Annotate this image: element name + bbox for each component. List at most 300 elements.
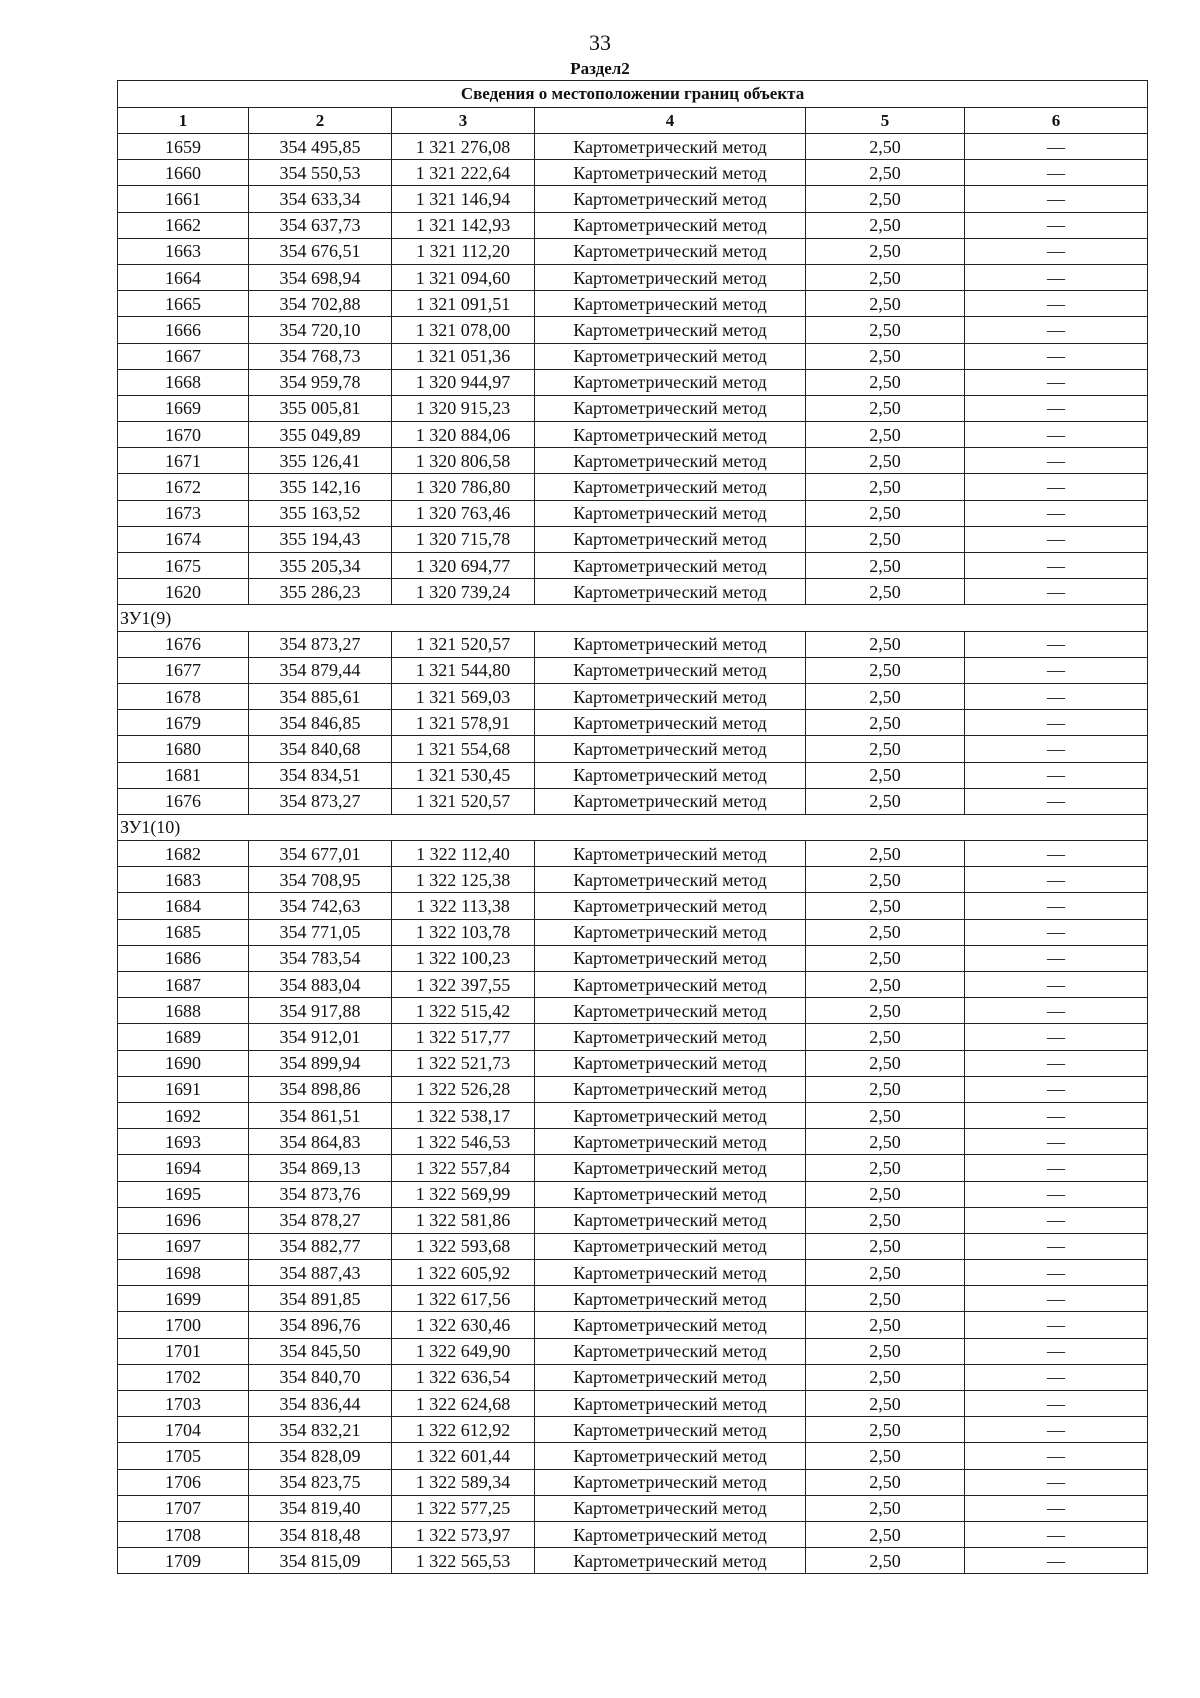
cell-point-number: 1697 bbox=[118, 1233, 249, 1259]
cell-accuracy: 2,50 bbox=[806, 972, 965, 998]
cell-coord-x: 354 896,76 bbox=[249, 1312, 392, 1338]
cell-coord-y: 1 320 944,97 bbox=[392, 369, 535, 395]
cell-method: Картометрический метод bbox=[535, 395, 806, 421]
table-row bbox=[118, 395, 1148, 421]
cell-method: Картометрический метод bbox=[535, 1495, 806, 1521]
table-row bbox=[118, 448, 1148, 474]
cell-method: Картометрический метод bbox=[535, 1286, 806, 1312]
cell-coord-y: 1 322 649,90 bbox=[392, 1338, 535, 1364]
cell-coord-x: 355 163,52 bbox=[249, 500, 392, 526]
cell-description: — bbox=[965, 788, 1148, 814]
cell-coord-x: 354 708,95 bbox=[249, 867, 392, 893]
cell-coord-y: 1 321 544,80 bbox=[392, 657, 535, 683]
cell-point-number: 1680 bbox=[118, 736, 249, 762]
cell-accuracy: 2,50 bbox=[806, 369, 965, 395]
cell-coord-x: 354 832,21 bbox=[249, 1417, 392, 1443]
cell-coord-y: 1 321 051,36 bbox=[392, 343, 535, 369]
cell-coord-y: 1 322 521,73 bbox=[392, 1050, 535, 1076]
table-row bbox=[118, 186, 1148, 212]
cell-point-number: 1663 bbox=[118, 238, 249, 264]
cell-method: Картометрический метод bbox=[535, 1102, 806, 1128]
cell-point-number: 1706 bbox=[118, 1469, 249, 1495]
cell-description: — bbox=[965, 683, 1148, 709]
table-row bbox=[118, 1155, 1148, 1181]
table-row bbox=[118, 238, 1148, 264]
cell-accuracy: 2,50 bbox=[806, 212, 965, 238]
table-row bbox=[118, 1233, 1148, 1259]
cell-method: Картометрический метод bbox=[535, 1391, 806, 1417]
table-row bbox=[118, 526, 1148, 552]
table-row bbox=[118, 1443, 1148, 1469]
cell-coord-x: 354 834,51 bbox=[249, 762, 392, 788]
cell-coord-y: 1 321 569,03 bbox=[392, 683, 535, 709]
cell-description: — bbox=[965, 1391, 1148, 1417]
cell-coord-x: 354 720,10 bbox=[249, 317, 392, 343]
cell-accuracy: 2,50 bbox=[806, 736, 965, 762]
cell-coord-y: 1 321 222,64 bbox=[392, 160, 535, 186]
cell-description: — bbox=[965, 1024, 1148, 1050]
table-row bbox=[118, 683, 1148, 709]
cell-point-number: 1709 bbox=[118, 1548, 249, 1574]
cell-method: Картометрический метод bbox=[535, 893, 806, 919]
cell-method: Картометрический метод bbox=[535, 1312, 806, 1338]
cell-coord-x: 355 005,81 bbox=[249, 395, 392, 421]
cell-coord-x: 354 783,54 bbox=[249, 945, 392, 971]
table-row bbox=[118, 343, 1148, 369]
cell-accuracy: 2,50 bbox=[806, 422, 965, 448]
cell-accuracy: 2,50 bbox=[806, 186, 965, 212]
table-row bbox=[118, 1102, 1148, 1128]
cell-method: Картометрический метод bbox=[535, 657, 806, 683]
cell-point-number: 1698 bbox=[118, 1260, 249, 1286]
cell-coord-y: 1 320 806,58 bbox=[392, 448, 535, 474]
cell-point-number: 1662 bbox=[118, 212, 249, 238]
cell-coord-y: 1 322 581,86 bbox=[392, 1207, 535, 1233]
cell-accuracy: 2,50 bbox=[806, 1233, 965, 1259]
cell-accuracy: 2,50 bbox=[806, 1155, 965, 1181]
cell-coord-y: 1 322 100,23 bbox=[392, 945, 535, 971]
cell-coord-x: 354 771,05 bbox=[249, 919, 392, 945]
cell-accuracy: 2,50 bbox=[806, 1050, 965, 1076]
cell-method: Картометрический метод bbox=[535, 1076, 806, 1102]
cell-coord-y: 1 321 520,57 bbox=[392, 788, 535, 814]
column-header-1: 1 bbox=[118, 108, 249, 134]
group-row bbox=[118, 814, 1148, 840]
cell-point-number: 1670 bbox=[118, 422, 249, 448]
table-row bbox=[118, 160, 1148, 186]
cell-accuracy: 2,50 bbox=[806, 526, 965, 552]
table-row bbox=[118, 1260, 1148, 1286]
cell-coord-y: 1 322 577,25 bbox=[392, 1495, 535, 1521]
cell-coord-y: 1 322 636,54 bbox=[392, 1364, 535, 1390]
cell-accuracy: 2,50 bbox=[806, 1024, 965, 1050]
cell-point-number: 1678 bbox=[118, 683, 249, 709]
cell-coord-y: 1 321 112,20 bbox=[392, 238, 535, 264]
table-row bbox=[118, 893, 1148, 919]
cell-method: Картометрический метод bbox=[535, 553, 806, 579]
cell-accuracy: 2,50 bbox=[806, 841, 965, 867]
cell-description: — bbox=[965, 710, 1148, 736]
cell-point-number: 1685 bbox=[118, 919, 249, 945]
cell-accuracy: 2,50 bbox=[806, 579, 965, 605]
table-row bbox=[118, 1050, 1148, 1076]
table-row bbox=[118, 1024, 1148, 1050]
cell-point-number: 1700 bbox=[118, 1312, 249, 1338]
cell-method: Картометрический метод bbox=[535, 186, 806, 212]
cell-coord-x: 354 883,04 bbox=[249, 972, 392, 998]
cell-description: — bbox=[965, 1495, 1148, 1521]
cell-point-number: 1705 bbox=[118, 1443, 249, 1469]
cell-coord-y: 1 321 091,51 bbox=[392, 291, 535, 317]
cell-coord-x: 355 194,43 bbox=[249, 526, 392, 552]
cell-point-number: 1683 bbox=[118, 867, 249, 893]
cell-point-number: 1681 bbox=[118, 762, 249, 788]
cell-method: Картометрический метод bbox=[535, 788, 806, 814]
cell-method: Картометрический метод bbox=[535, 919, 806, 945]
cell-description: — bbox=[965, 553, 1148, 579]
cell-description: — bbox=[965, 395, 1148, 421]
cell-coord-x: 355 205,34 bbox=[249, 553, 392, 579]
cell-point-number: 1666 bbox=[118, 317, 249, 343]
cell-method: Картометрический метод bbox=[535, 1129, 806, 1155]
cell-point-number: 1699 bbox=[118, 1286, 249, 1312]
cell-description: — bbox=[965, 893, 1148, 919]
cell-point-number: 1667 bbox=[118, 343, 249, 369]
cell-coord-x: 355 126,41 bbox=[249, 448, 392, 474]
cell-accuracy: 2,50 bbox=[806, 395, 965, 421]
cell-coord-y: 1 320 715,78 bbox=[392, 526, 535, 552]
cell-coord-x: 354 891,85 bbox=[249, 1286, 392, 1312]
cell-coord-x: 354 917,88 bbox=[249, 998, 392, 1024]
cell-description: — bbox=[965, 474, 1148, 500]
cell-coord-y: 1 320 786,80 bbox=[392, 474, 535, 500]
cell-point-number: 1692 bbox=[118, 1102, 249, 1128]
cell-method: Картометрический метод bbox=[535, 1364, 806, 1390]
cell-method: Картометрический метод bbox=[535, 579, 806, 605]
cell-coord-y: 1 322 593,68 bbox=[392, 1233, 535, 1259]
cell-coord-x: 355 286,23 bbox=[249, 579, 392, 605]
cell-point-number: 1671 bbox=[118, 448, 249, 474]
cell-description: — bbox=[965, 1312, 1148, 1338]
table-row bbox=[118, 1417, 1148, 1443]
column-header-2: 2 bbox=[249, 108, 392, 134]
cell-coord-y: 1 321 530,45 bbox=[392, 762, 535, 788]
cell-coord-x: 354 878,27 bbox=[249, 1207, 392, 1233]
cell-method: Картометрический метод bbox=[535, 422, 806, 448]
cell-method: Картометрический метод bbox=[535, 160, 806, 186]
cell-point-number: 1659 bbox=[118, 134, 249, 160]
table-row bbox=[118, 841, 1148, 867]
cell-description: — bbox=[965, 1286, 1148, 1312]
cell-coord-x: 355 142,16 bbox=[249, 474, 392, 500]
cell-coord-x: 355 049,89 bbox=[249, 422, 392, 448]
cell-method: Картометрический метод bbox=[535, 683, 806, 709]
table-row bbox=[118, 1338, 1148, 1364]
cell-method: Картометрический метод bbox=[535, 212, 806, 238]
boundary-coordinates-table bbox=[117, 80, 1148, 1574]
cell-accuracy: 2,50 bbox=[806, 1364, 965, 1390]
cell-point-number: 1696 bbox=[118, 1207, 249, 1233]
cell-coord-y: 1 322 397,55 bbox=[392, 972, 535, 998]
cell-method: Картометрический метод bbox=[535, 474, 806, 500]
table-row bbox=[118, 919, 1148, 945]
table-row bbox=[118, 788, 1148, 814]
cell-point-number: 1675 bbox=[118, 553, 249, 579]
cell-description: — bbox=[965, 1260, 1148, 1286]
table-row bbox=[118, 998, 1148, 1024]
cell-description: — bbox=[965, 657, 1148, 683]
cell-accuracy: 2,50 bbox=[806, 474, 965, 500]
cell-method: Картометрический метод bbox=[535, 134, 806, 160]
cell-description: — bbox=[965, 186, 1148, 212]
cell-description: — bbox=[965, 972, 1148, 998]
cell-description: — bbox=[965, 369, 1148, 395]
cell-coord-x: 354 899,94 bbox=[249, 1050, 392, 1076]
cell-coord-y: 1 322 601,44 bbox=[392, 1443, 535, 1469]
cell-method: Картометрический метод bbox=[535, 317, 806, 343]
cell-method: Картометрический метод bbox=[535, 762, 806, 788]
cell-point-number: 1704 bbox=[118, 1417, 249, 1443]
cell-coord-y: 1 322 125,38 bbox=[392, 867, 535, 893]
table-row bbox=[118, 579, 1148, 605]
cell-description: — bbox=[965, 736, 1148, 762]
cell-coord-y: 1 322 517,77 bbox=[392, 1024, 535, 1050]
table-row bbox=[118, 422, 1148, 448]
cell-coord-y: 1 322 617,56 bbox=[392, 1286, 535, 1312]
group-label: ЗУ1(10) bbox=[118, 814, 1148, 840]
table-row bbox=[118, 500, 1148, 526]
cell-point-number: 1665 bbox=[118, 291, 249, 317]
cell-coord-x: 354 873,27 bbox=[249, 631, 392, 657]
cell-coord-x: 354 873,76 bbox=[249, 1181, 392, 1207]
cell-description: — bbox=[965, 160, 1148, 186]
cell-coord-x: 354 742,63 bbox=[249, 893, 392, 919]
cell-coord-x: 354 898,86 bbox=[249, 1076, 392, 1102]
cell-accuracy: 2,50 bbox=[806, 238, 965, 264]
cell-method: Картометрический метод bbox=[535, 1521, 806, 1547]
cell-coord-x: 354 550,53 bbox=[249, 160, 392, 186]
cell-accuracy: 2,50 bbox=[806, 291, 965, 317]
cell-point-number: 1701 bbox=[118, 1338, 249, 1364]
cell-coord-y: 1 321 078,00 bbox=[392, 317, 535, 343]
cell-point-number: 1677 bbox=[118, 657, 249, 683]
cell-point-number: 1684 bbox=[118, 893, 249, 919]
cell-point-number: 1673 bbox=[118, 500, 249, 526]
cell-coord-x: 354 836,44 bbox=[249, 1391, 392, 1417]
cell-coord-y: 1 322 589,34 bbox=[392, 1469, 535, 1495]
table-row bbox=[118, 736, 1148, 762]
cell-method: Картометрический метод bbox=[535, 1338, 806, 1364]
cell-method: Картометрический метод bbox=[535, 448, 806, 474]
cell-description: — bbox=[965, 1469, 1148, 1495]
cell-point-number: 1620 bbox=[118, 579, 249, 605]
cell-accuracy: 2,50 bbox=[806, 1443, 965, 1469]
cell-coord-x: 354 698,94 bbox=[249, 264, 392, 290]
cell-accuracy: 2,50 bbox=[806, 448, 965, 474]
cell-description: — bbox=[965, 1548, 1148, 1574]
cell-method: Картометрический метод bbox=[535, 972, 806, 998]
cell-description: — bbox=[965, 1364, 1148, 1390]
cell-description: — bbox=[965, 448, 1148, 474]
cell-accuracy: 2,50 bbox=[806, 1338, 965, 1364]
cell-point-number: 1669 bbox=[118, 395, 249, 421]
cell-point-number: 1674 bbox=[118, 526, 249, 552]
cell-point-number: 1693 bbox=[118, 1129, 249, 1155]
cell-point-number: 1676 bbox=[118, 631, 249, 657]
cell-point-number: 1702 bbox=[118, 1364, 249, 1390]
cell-coord-x: 354 869,13 bbox=[249, 1155, 392, 1181]
cell-accuracy: 2,50 bbox=[806, 1260, 965, 1286]
cell-accuracy: 2,50 bbox=[806, 1207, 965, 1233]
cell-method: Картометрический метод bbox=[535, 1417, 806, 1443]
cell-coord-x: 354 702,88 bbox=[249, 291, 392, 317]
cell-coord-y: 1 322 569,99 bbox=[392, 1181, 535, 1207]
cell-description: — bbox=[965, 841, 1148, 867]
cell-coord-y: 1 321 520,57 bbox=[392, 631, 535, 657]
cell-coord-y: 1 320 694,77 bbox=[392, 553, 535, 579]
cell-coord-x: 354 840,70 bbox=[249, 1364, 392, 1390]
table-header-row bbox=[118, 108, 1148, 134]
cell-accuracy: 2,50 bbox=[806, 1548, 965, 1574]
cell-description: — bbox=[965, 317, 1148, 343]
cell-description: — bbox=[965, 998, 1148, 1024]
cell-point-number: 1661 bbox=[118, 186, 249, 212]
cell-coord-x: 354 873,27 bbox=[249, 788, 392, 814]
cell-coord-x: 354 676,51 bbox=[249, 238, 392, 264]
cell-accuracy: 2,50 bbox=[806, 788, 965, 814]
cell-coord-y: 1 322 624,68 bbox=[392, 1391, 535, 1417]
cell-accuracy: 2,50 bbox=[806, 1129, 965, 1155]
cell-coord-y: 1 322 605,92 bbox=[392, 1260, 535, 1286]
cell-accuracy: 2,50 bbox=[806, 1495, 965, 1521]
table-row bbox=[118, 1469, 1148, 1495]
cell-description: — bbox=[965, 422, 1148, 448]
cell-description: — bbox=[965, 1207, 1148, 1233]
table-row bbox=[118, 1548, 1148, 1574]
column-header-5: 5 bbox=[806, 108, 965, 134]
cell-accuracy: 2,50 bbox=[806, 160, 965, 186]
table-row bbox=[118, 1181, 1148, 1207]
cell-method: Картометрический метод bbox=[535, 343, 806, 369]
cell-method: Картометрический метод bbox=[535, 1548, 806, 1574]
cell-description: — bbox=[965, 134, 1148, 160]
cell-point-number: 1690 bbox=[118, 1050, 249, 1076]
cell-coord-y: 1 322 612,92 bbox=[392, 1417, 535, 1443]
cell-method: Картометрический метод bbox=[535, 1260, 806, 1286]
cell-coord-y: 1 322 112,40 bbox=[392, 841, 535, 867]
cell-coord-x: 354 815,09 bbox=[249, 1548, 392, 1574]
cell-coord-x: 354 768,73 bbox=[249, 343, 392, 369]
cell-description: — bbox=[965, 1050, 1148, 1076]
cell-description: — bbox=[965, 1102, 1148, 1128]
cell-description: — bbox=[965, 919, 1148, 945]
table-row bbox=[118, 553, 1148, 579]
cell-description: — bbox=[965, 1129, 1148, 1155]
cell-point-number: 1688 bbox=[118, 998, 249, 1024]
cell-coord-x: 354 912,01 bbox=[249, 1024, 392, 1050]
cell-point-number: 1682 bbox=[118, 841, 249, 867]
cell-point-number: 1703 bbox=[118, 1391, 249, 1417]
cell-accuracy: 2,50 bbox=[806, 500, 965, 526]
cell-method: Картометрический метод bbox=[535, 1024, 806, 1050]
cell-method: Картометрический метод bbox=[535, 945, 806, 971]
cell-description: — bbox=[965, 631, 1148, 657]
cell-description: — bbox=[965, 526, 1148, 552]
cell-method: Картометрический метод bbox=[535, 1207, 806, 1233]
cell-method: Картометрический метод bbox=[535, 998, 806, 1024]
table-row bbox=[118, 1076, 1148, 1102]
cell-coord-y: 1 322 573,97 bbox=[392, 1521, 535, 1547]
table-row bbox=[118, 1129, 1148, 1155]
cell-point-number: 1689 bbox=[118, 1024, 249, 1050]
column-header-6: 6 bbox=[965, 108, 1148, 134]
cell-description: — bbox=[965, 500, 1148, 526]
table-row bbox=[118, 710, 1148, 736]
cell-accuracy: 2,50 bbox=[806, 945, 965, 971]
table-row bbox=[118, 1521, 1148, 1547]
table-row bbox=[118, 762, 1148, 788]
cell-accuracy: 2,50 bbox=[806, 553, 965, 579]
cell-method: Картометрический метод bbox=[535, 1181, 806, 1207]
cell-coord-x: 354 879,44 bbox=[249, 657, 392, 683]
cell-point-number: 1695 bbox=[118, 1181, 249, 1207]
table-row bbox=[118, 1364, 1148, 1390]
cell-description: — bbox=[965, 1181, 1148, 1207]
cell-accuracy: 2,50 bbox=[806, 919, 965, 945]
table-body bbox=[118, 134, 1148, 1574]
cell-coord-y: 1 322 565,53 bbox=[392, 1548, 535, 1574]
cell-description: — bbox=[965, 1076, 1148, 1102]
cell-coord-y: 1 321 578,91 bbox=[392, 710, 535, 736]
table-row bbox=[118, 134, 1148, 160]
section-title: Раздел2 bbox=[570, 59, 630, 78]
table-caption-row bbox=[118, 81, 1148, 108]
column-header-4: 4 bbox=[535, 108, 806, 134]
cell-coord-x: 354 864,83 bbox=[249, 1129, 392, 1155]
group-row bbox=[118, 605, 1148, 631]
cell-coord-x: 354 882,77 bbox=[249, 1233, 392, 1259]
cell-coord-x: 354 637,73 bbox=[249, 212, 392, 238]
cell-description: — bbox=[965, 1233, 1148, 1259]
cell-point-number: 1687 bbox=[118, 972, 249, 998]
cell-point-number: 1708 bbox=[118, 1521, 249, 1547]
cell-point-number: 1664 bbox=[118, 264, 249, 290]
table-row bbox=[118, 867, 1148, 893]
cell-coord-y: 1 322 630,46 bbox=[392, 1312, 535, 1338]
cell-method: Картометрический метод bbox=[535, 631, 806, 657]
cell-point-number: 1691 bbox=[118, 1076, 249, 1102]
cell-coord-x: 354 840,68 bbox=[249, 736, 392, 762]
cell-description: — bbox=[965, 1417, 1148, 1443]
table-row bbox=[118, 945, 1148, 971]
cell-accuracy: 2,50 bbox=[806, 1102, 965, 1128]
table-row bbox=[118, 1207, 1148, 1233]
cell-accuracy: 2,50 bbox=[806, 762, 965, 788]
cell-coord-y: 1 321 146,94 bbox=[392, 186, 535, 212]
cell-coord-x: 354 959,78 bbox=[249, 369, 392, 395]
cell-coord-x: 354 887,43 bbox=[249, 1260, 392, 1286]
cell-accuracy: 2,50 bbox=[806, 1181, 965, 1207]
cell-coord-y: 1 322 557,84 bbox=[392, 1155, 535, 1181]
cell-method: Картометрический метод bbox=[535, 1155, 806, 1181]
cell-method: Картометрический метод bbox=[535, 736, 806, 762]
cell-accuracy: 2,50 bbox=[806, 1469, 965, 1495]
cell-description: — bbox=[965, 238, 1148, 264]
cell-point-number: 1707 bbox=[118, 1495, 249, 1521]
cell-method: Картометрический метод bbox=[535, 238, 806, 264]
cell-coord-y: 1 322 103,78 bbox=[392, 919, 535, 945]
cell-coord-x: 354 633,34 bbox=[249, 186, 392, 212]
